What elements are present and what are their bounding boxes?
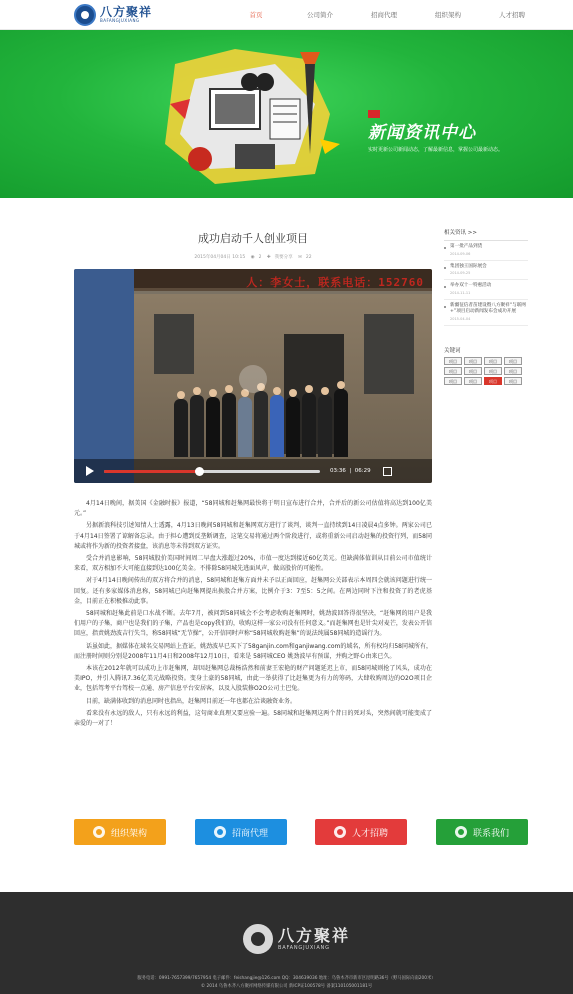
related-news-title[interactable]: 第一批产品到货 [444, 244, 528, 251]
nav-organization[interactable]: 组织架构 [435, 10, 461, 19]
views-icon: ◉ [250, 255, 255, 260]
related-news-item[interactable] [444, 261, 528, 281]
related-news-date: 2014-09-25 [450, 271, 471, 275]
video-progress-knob[interactable] [195, 467, 204, 476]
keyword-tag[interactable]: 项目 [464, 377, 482, 385]
video-scene-wall [74, 269, 134, 483]
article-paragraph: 受合并消息影响，58同城股价美国时间周二早盘大涨超过20%，市值一度达到接近60亿美元。但缺满体值训从目前公司市值统计来看，双方相加不大可能直接到达100亿美金。不排除58同城先逃面风声，做高股价的可能性。 [74, 555, 432, 573]
related-news-title[interactable]: 举办双十一特惠活动 [444, 283, 528, 290]
video-group-photo [174, 377, 364, 457]
footer-contact-line: 服务电话：0991-7657399/7657954 电子邮件：feishangjie@126.com QQ：304639036 地址：乌鲁木齐市新市区昆明路36号（野马国际向南200米） [137, 976, 436, 981]
article-paragraph: 目前，缺满体收到的消息同时也指出，赶集网目前还一年也都在洽谈融资业务。 [86, 697, 297, 705]
article-paragraph: 话虽如此，据媒体在域名交易网站上查证，姚劲波早已买下了58ganjin.com和ganjiwang.com的域名，所有权均归58同城所有，而注册时间则分别是2008年11月4日和2008年12月10日，看来是 58同城CEO 姚劲波早有预谋，并购之野心由来已久。 [74, 642, 432, 660]
related-news-item[interactable] [444, 300, 528, 326]
banner-accent-mark [368, 110, 380, 118]
keyword-tags [444, 357, 528, 385]
phone-icon [214, 826, 226, 838]
article-meta [74, 254, 432, 260]
article-comments: 22 [305, 255, 312, 260]
keyword-tag[interactable]: 项目 [464, 367, 482, 375]
related-news-date: 2015-04-04 [450, 316, 471, 321]
contact-button-label: 联系我们 [472, 828, 509, 839]
fullscreen-icon[interactable] [383, 467, 392, 476]
keyword-tag[interactable]: 项目 [484, 367, 502, 375]
sidebar [444, 228, 528, 385]
nav-careers[interactable]: 人才招聘 [499, 10, 525, 19]
content-area [0, 198, 573, 862]
led-board-text: 人：李女士，联系电话：152760 [246, 276, 424, 289]
article-body [74, 499, 432, 729]
logo-name-cn: 八方聚祥 [100, 5, 153, 19]
keyword-tag[interactable]: 项目 [464, 357, 482, 365]
keyword-tag[interactable]: 项目 [484, 377, 502, 385]
related-news-title[interactable]: 集团独王国际展会 [444, 264, 528, 271]
banner-subtitle: 实时更新公司新闻动态，了解最新信息，掌握公司最新动态。 [368, 147, 504, 153]
related-news-item[interactable] [444, 241, 528, 261]
careers-button[interactable] [315, 819, 407, 845]
article-title: 成功启动千人创业项目 [198, 232, 308, 245]
nav-home[interactable]: 首页 [249, 10, 263, 19]
article-date: 2015年04月04日 10:15 [194, 255, 246, 260]
organization-icon [93, 826, 105, 838]
keyword-tag[interactable]: 项目 [444, 377, 462, 385]
share-icon: ✚ [266, 255, 271, 260]
video-led-board [134, 269, 432, 291]
nav-about[interactable]: 公司简介 [307, 10, 333, 19]
article-paragraph: 4月14日晚间，据美国《金融时报》报道，“58同城和赶集网最快将于明日宣布进行合并，合并后的新公司估值将高达到100亿美元。” [74, 500, 432, 518]
agency-button-label: 招商代理 [231, 828, 268, 839]
footer-logo-emblem-icon [243, 924, 273, 954]
keyword-tag[interactable]: 项目 [444, 367, 462, 375]
video-controls [74, 459, 432, 483]
related-news-date: 2014-11-11 [450, 290, 471, 295]
article-paragraph: 本该在2012年就可以成功上市赶集网，却因赶集网总裁杨浩然和前妻王宏艳的财产问题延迟上市，而58同城则抢了风头，成功在美IPO，并引入腾讯7.36亿美元战略投资。变身土豪的58同城，由此一举获得了比赶集更为有力的筹码，大肆收购周边的O2O项目企业，包括驾考平台驾校一点通、房产信息平台安居客，以及入股装修O2O公司土巴兔。 [74, 665, 432, 693]
related-news-list [444, 241, 528, 326]
article-paragraph: 58同城和赶集此前是口水战不断。去年7月，被问到58同城会不会考虑收购赶集网时，姚劲波回答得很坚决，“赶集网的用户是我们用户的子集，商户也是我们的子集，产品也是copy我们的，收购这样一家公司没有任何意义。”而赶集网也是针尖对麦芒，发表公开信回应，指责姚劲波吉行失当，称58同城“无节操”，公开信同时声称“58同城收购赶集”的说法纯属58同城的造谣行为。 [74, 610, 432, 638]
footer-brand-cn: 八方聚祥 [278, 925, 351, 945]
keywords-heading: 关键词 [444, 347, 461, 354]
related-news-heading: 相关资讯 >> [444, 228, 528, 241]
logo-name-en: BAFANGJUXIANG [100, 18, 140, 23]
brand-logo[interactable] [74, 4, 184, 26]
footer-contact-info [0, 975, 573, 991]
article [74, 198, 432, 731]
article-paragraph: 看来没有永远的敌人，只有永远的利益，这句商业真理又要应验一遍。58同城和赶集网这两个昔日的死对头，突然间就可能变成了亲爱的一对了！ [74, 709, 432, 728]
keyword-tag[interactable]: 项目 [504, 357, 522, 365]
careers-button-label: 人才招聘 [351, 828, 388, 839]
footer-copyright: © 2014 乌鲁木齐八方聚祥网络传媒有限公司 新ICP证100578号 备案110105001181号 [200, 984, 373, 989]
keyword-tag[interactable]: 项目 [504, 367, 522, 375]
organization-button-label: 组织架构 [110, 828, 147, 839]
keyword-tag[interactable]: 项目 [484, 357, 502, 365]
keyword-tag[interactable]: 项目 [444, 357, 462, 365]
article-views: 2 [258, 255, 262, 260]
site-header [0, 0, 573, 30]
banner-title: 新闻资讯中心 [368, 123, 476, 143]
related-news-date: 2014-09-06 [450, 251, 471, 256]
video-current-time: 03:36 [330, 468, 346, 474]
agency-button[interactable] [195, 819, 287, 845]
nav-agency[interactable]: 招商代理 [371, 10, 397, 19]
video-progress-fill [104, 470, 199, 473]
footer-logo [243, 924, 350, 954]
news-illustration [155, 44, 345, 194]
video-time: 03:36 | 06:29 [330, 468, 371, 474]
play-icon[interactable] [86, 466, 94, 476]
article-paragraph: 另据新浪科技引述知情人士透露，4月13日晚间58同城和赶集网双方进行了谈判，谈判一直持续到14日凌晨4点多钟。两家公司已于4月14日签署了谅解备忘录。由于担心遭到反垄断调查，这笔交易将通过两个阶段进行，或将重新公司启动赶集的投资行列，而58同城或将作为新的投资者接盘，该消息等未得到双方证实。 [74, 522, 432, 550]
news-banner [0, 30, 573, 198]
main-nav [224, 0, 544, 30]
related-news-title[interactable]: 新疆征信者苗建设暨八方聚祥“与联网+”项目启动新闻发布会成功开展 [444, 303, 528, 316]
logo-emblem-icon [74, 4, 96, 26]
phone-handset-icon [455, 826, 467, 838]
contact-button[interactable] [436, 819, 528, 845]
article-paragraph: 对于4月14日晚间传出的双方将合并的消息，58同城和赶集方面并未予以正面回应，赶集网公关部表示本周四会就该问题进行统一回复。还有多家媒体消息称，58同城已向赶集网提出换股合并方案，比例介于3：7至5：5之间。在两边同时下注和投资了的老虎基金，目前正在积极推动此事。 [74, 577, 432, 605]
keyword-tag[interactable]: 项目 [504, 377, 522, 385]
video-player[interactable] [74, 269, 432, 483]
people-icon [334, 826, 346, 838]
big-play-icon[interactable] [239, 365, 267, 393]
comment-icon: ✉ [298, 255, 302, 260]
related-news-item[interactable] [444, 280, 528, 300]
video-total-time: 06:29 [354, 468, 371, 474]
organization-button[interactable] [74, 819, 166, 845]
video-progress-bar[interactable] [104, 470, 320, 473]
footer-brand-en: BAFANGJUXIANG [278, 944, 330, 951]
share-link[interactable]: 我要分享 [274, 255, 293, 260]
site-footer [0, 892, 573, 994]
quick-link-buttons [74, 819, 528, 847]
